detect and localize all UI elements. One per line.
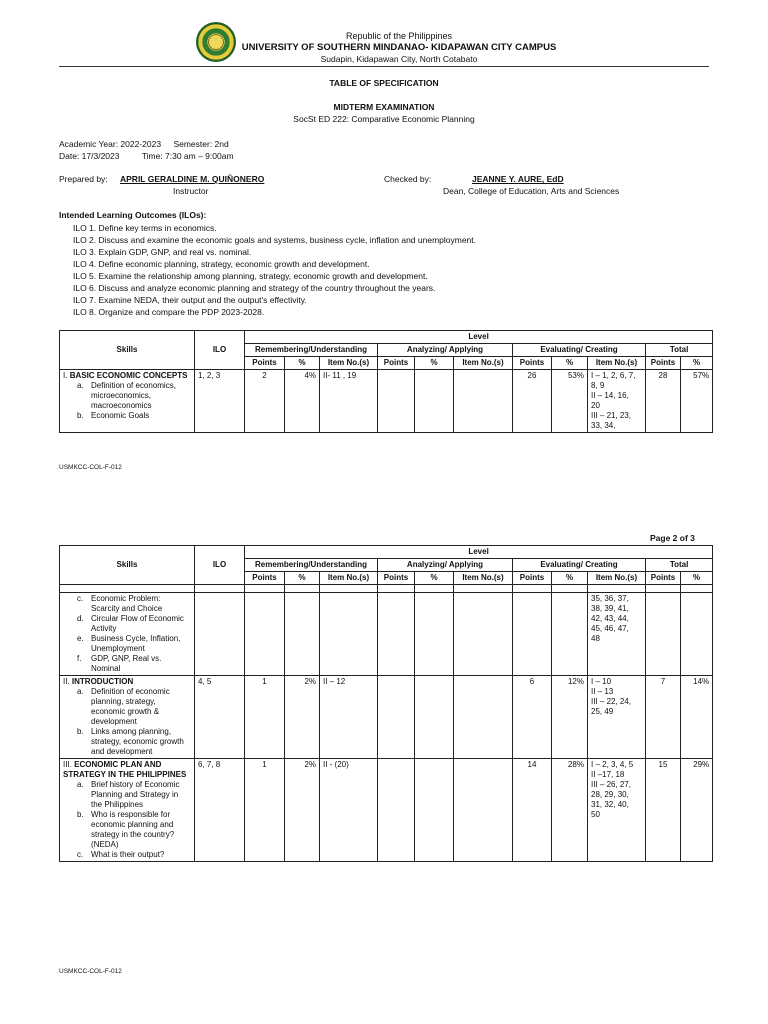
subtopic: e. Business Cycle, Inflation, Unemployment <box>77 634 181 653</box>
eval-percent: 12% <box>552 676 588 759</box>
skill-cell: II. INTRODUCTION a. Definition of economic planning, strategy, economic growth & development b. Links among planning, strategy, economic growth and development <box>60 676 195 759</box>
eval-percent: 53% <box>552 370 588 433</box>
percent-header: % <box>552 357 588 370</box>
total-points: 28 <box>646 370 681 433</box>
total-header: Total <box>646 344 713 357</box>
ilo-item: ILO 5. Examine the relationship among planning, strategy, economic growth and development. <box>73 271 428 281</box>
page-number: Page 2 of 3 <box>650 533 695 543</box>
exam-date: Date: 17/3/2023 <box>59 151 120 161</box>
document-header <box>0 22 768 65</box>
percent-header: % <box>552 572 588 585</box>
total-points: 7 <box>646 676 681 759</box>
skill-title: ECONOMIC PLAN AND STRATEGY IN THE PHILIPPINES <box>63 760 187 779</box>
item-no-header: Item No.(s) <box>588 572 646 585</box>
remembering-header: Remembering/Understanding <box>245 344 378 357</box>
checked-role: Dean, College of Education, Arts and Sciences <box>443 186 620 196</box>
ilo-header: ILO <box>195 546 245 585</box>
date-line <box>59 151 234 162</box>
eval-items: 35, 36, 37, 38, 39, 41, 42, 43, 44, 45, 46, 47, 48 <box>588 593 646 676</box>
skill-title: INTRODUCTION <box>71 677 134 686</box>
points-header: Points <box>513 357 552 370</box>
republic-line: Republic of the Philippines <box>345 31 453 41</box>
subtopic: a. Definition of economics, microeconomics, macroeconomics <box>77 381 176 410</box>
ilo-item: ILO 6. Discuss and analyze economic planning and strategy of the country throughout the years. <box>73 283 436 293</box>
eval-points: 26 <box>513 370 552 433</box>
table-row <box>60 593 713 676</box>
semester: Semester: 2nd <box>173 139 229 149</box>
subtopic: d. Circular Flow of Economic Activity <box>77 614 184 633</box>
ilo-item: ILO 8. Organize and compare the PDP 2023-2028. <box>73 307 265 317</box>
skill-cell: III. ECONOMIC PLAN AND STRATEGY IN THE PHILIPPINES a. Brief history of Economic Planning and Strategy in the Philippines b. Who is responsible for economic planning and strategy in the country? (NEDA) c. What is their output? <box>60 759 195 862</box>
percent-header: % <box>285 572 320 585</box>
exam-title: MIDTERM EXAMINATION <box>333 102 435 112</box>
ilo-heading: Intended Learning Outcomes (ILOs): <box>59 210 207 220</box>
points-header: Points <box>245 572 285 585</box>
exam-time: Time: 7:30 am – 9:00am <box>141 151 234 161</box>
item-no-header: Item No.(s) <box>320 357 378 370</box>
item-no-header: Item No.(s) <box>454 357 513 370</box>
skill-title: BASIC ECONOMIC CONCEPTS <box>69 371 188 380</box>
header-divider <box>59 66 709 67</box>
prepared-role: Instructor <box>173 186 209 196</box>
ilo-item: ILO 7. Examine NEDA, their output and the output's effectivity. <box>73 295 307 305</box>
skills-header: Skills <box>60 546 195 585</box>
subtopic: f. GDP, GNP, Real vs. Nominal <box>77 654 162 673</box>
rem-points: 2 <box>245 370 285 433</box>
checked-name: JEANNE Y. AURE, EdD <box>472 174 564 184</box>
rem-points: 1 <box>245 676 285 759</box>
checked-label: Checked by: <box>384 174 432 184</box>
subtopic: c. Economic Problem: Scarcity and Choice <box>77 594 163 613</box>
total-percent: 29% <box>681 759 713 862</box>
percent-header: % <box>681 357 713 370</box>
form-code: USMKCC-COL-F-012 <box>59 968 122 975</box>
document-title: TABLE OF SPECIFICATION <box>329 78 439 88</box>
ilo-item: ILO 2. Discuss and examine the economic goals and systems, business cycle, inflation and unemployment. <box>73 235 477 245</box>
rem-percent: 2% <box>285 759 320 862</box>
rem-points: 1 <box>245 759 285 862</box>
percent-header: % <box>415 572 454 585</box>
ilo-item: ILO 3. Explain GDP, GNP, and real vs. nominal. <box>73 247 252 257</box>
university-address: Sudapin, Kidapawan City, North Cotabato <box>320 54 478 65</box>
total-points: 15 <box>646 759 681 862</box>
percent-header: % <box>415 357 454 370</box>
remembering-header: Remembering/Understanding <box>245 559 378 572</box>
ana-items <box>454 370 513 433</box>
ilo-header: ILO <box>195 331 245 370</box>
evaluating-header: Evaluating/ Creating <box>513 344 646 357</box>
level-header: Level <box>245 331 713 344</box>
specification-table-page2 <box>59 545 713 862</box>
specification-table-page1 <box>59 330 713 433</box>
evaluating-header: Evaluating/ Creating <box>513 559 646 572</box>
skill-cell: I. BASIC ECONOMIC CONCEPTS a. Definition of economics, microeconomics, macroeconomics b. Economic Goals <box>60 370 195 433</box>
eval-items: I – 10 II – 13 III – 22, 24, 25, 49 <box>588 676 646 759</box>
points-header: Points <box>513 572 552 585</box>
ilo-item: ILO 4. Define economic planning, strategy, economic growth and development. <box>73 259 370 269</box>
rem-percent: 4% <box>285 370 320 433</box>
prepared-label: Prepared by: <box>59 174 108 184</box>
eval-points: 6 <box>513 676 552 759</box>
item-no-header: Item No.(s) <box>320 572 378 585</box>
rem-items: II - (20) <box>320 759 378 862</box>
rem-percent: 2% <box>285 676 320 759</box>
form-code: USMKCC-COL-F-012 <box>59 464 122 471</box>
points-header: Points <box>646 572 681 585</box>
ilo-cell: 1, 2, 3 <box>195 370 245 433</box>
table-row <box>60 370 713 433</box>
eval-percent: 28% <box>552 759 588 862</box>
ana-points <box>378 370 415 433</box>
skill-cell <box>60 593 195 676</box>
analyzing-header: Analyzing/ Applying <box>378 344 513 357</box>
rem-items: II- 11 , 19 <box>320 370 378 433</box>
points-header: Points <box>245 357 285 370</box>
subtopic: a. Brief history of Economic Planning and Strategy in the Philippines <box>77 780 180 809</box>
points-header: Points <box>378 572 415 585</box>
percent-header: % <box>681 572 713 585</box>
eval-points: 14 <box>513 759 552 862</box>
subtopic: b. Links among planning, strategy, economic growth and development <box>77 727 184 756</box>
total-percent: 57% <box>681 370 713 433</box>
table-row <box>60 759 713 862</box>
academic-year: Academic Year: 2022-2023 <box>59 139 162 149</box>
table-row <box>60 676 713 759</box>
ilo-cell: 4, 5 <box>195 676 245 759</box>
ilo-item: ILO 1. Define key terms in economics. <box>73 223 217 233</box>
rem-items: II – 12 <box>320 676 378 759</box>
item-no-header: Item No.(s) <box>588 357 646 370</box>
analyzing-header: Analyzing/ Applying <box>378 559 513 572</box>
ilo-cell: 6, 7, 8 <box>195 759 245 862</box>
subtopic: c. What is their output? <box>77 850 165 859</box>
course-title: SocSt ED 222: Comparative Economic Planning <box>293 114 475 124</box>
university-name: UNIVERSITY OF SOUTHERN MINDANAO- KIDAPAWAN CITY CAMPUS <box>241 42 557 54</box>
eval-items: I – 2, 3, 4, 5 II –17, 18 III – 26, 27, 28, 29, 30, 31, 32, 40, 50 <box>588 759 646 862</box>
academic-year-line <box>59 139 229 150</box>
subtopic: b. Economic Goals <box>77 411 150 420</box>
eval-items: I – 1, 2, 6, 7, 8, 9 II – 14, 16, 20 III – 21, 23, 33, 34, <box>588 370 646 433</box>
prepared-name: APRIL GERALDINE M. QUIÑONERO <box>120 174 265 184</box>
ana-percent <box>415 370 454 433</box>
percent-header: % <box>285 357 320 370</box>
level-header: Level <box>245 546 713 559</box>
points-header: Points <box>378 357 415 370</box>
item-no-header: Item No.(s) <box>454 572 513 585</box>
subtopic: b. Who is responsible for economic planning and strategy in the country? (NEDA) <box>77 810 175 849</box>
ilo-list <box>73 222 476 318</box>
subtopic: a. Definition of economic planning, strategy, economic growth & development <box>77 687 170 726</box>
points-header: Points <box>646 357 681 370</box>
total-header: Total <box>646 559 713 572</box>
total-percent: 14% <box>681 676 713 759</box>
skills-header: Skills <box>60 331 195 370</box>
